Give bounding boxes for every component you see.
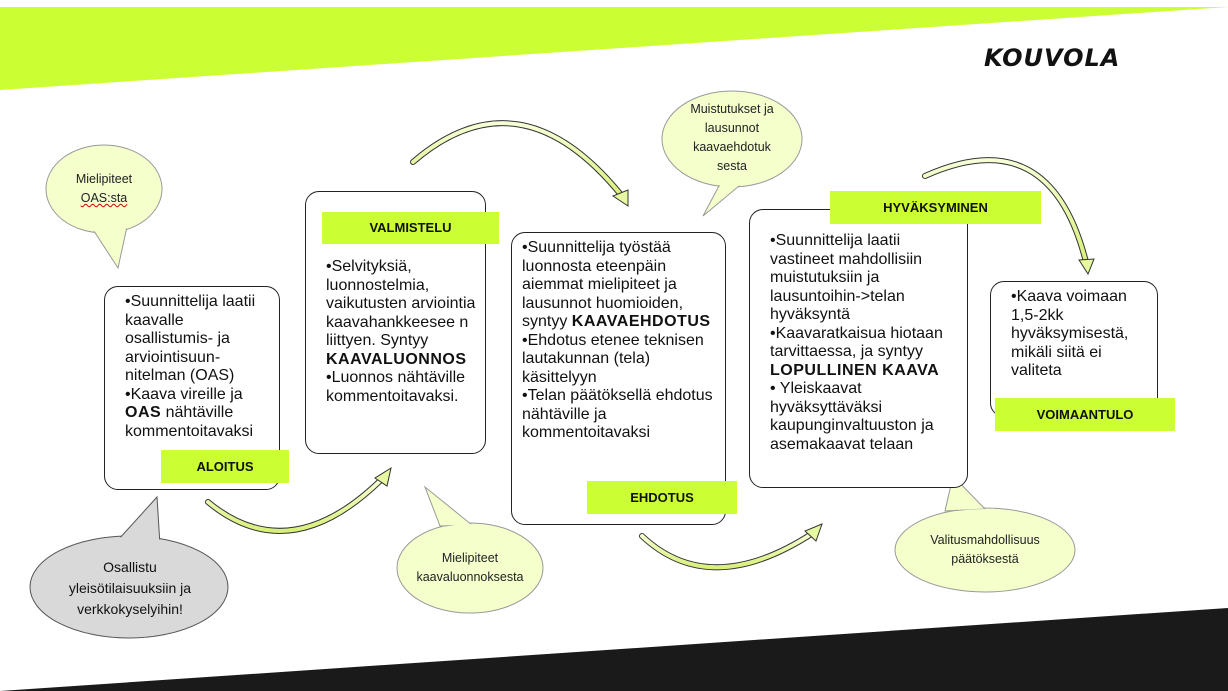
bullet-highlight: LOPULLINEN KAAVA <box>770 361 940 379</box>
bullet-text: Luonnos nähtäville kommentoitavaksi. <box>326 369 466 405</box>
bullet-item <box>522 387 721 443</box>
bubble-luonnos-text: Mielipiteet kaavaluonnoksesta <box>416 551 524 584</box>
bubble-valitus-text: Valitusmahdollisuus päätöksestä <box>930 533 1040 566</box>
stage-label-aloitus: ALOITUS <box>161 450 289 483</box>
bubble-osallistu <box>50 552 210 624</box>
stage-label-ehdotus: EHDOTUS <box>587 481 737 514</box>
bubble-mielipiteet-oas <box>56 160 152 218</box>
bullet-item <box>326 258 481 369</box>
bullet-text: Kaavaratkaisua hiotaan tarvittaessa, ja syntyy <box>770 324 943 360</box>
bubble-mielipiteet-luonnos <box>404 545 536 591</box>
bubble-oas-line1: Mielipiteet <box>75 172 133 186</box>
bullet-text: Yleiskaavat hyväksyttäväksi kaupunginvaltuuston ja asemakaavat telaan <box>770 380 934 453</box>
bullet-highlight: OAS <box>125 404 162 421</box>
stage-label-valmistelu: VALMISTELU <box>322 212 499 244</box>
bullet-text: Suunnittelija laatii vastineet mahdollisiin muistutuksiin ja lausuntoihin->telan hyväksyntä <box>770 232 923 323</box>
kouvola-logo: KOUVOLA <box>984 44 1121 72</box>
arrow-valmistelu-ehdotus <box>413 123 622 196</box>
bullet-text: Kaava vireille ja <box>130 385 243 403</box>
bullet-text: Suunnittelija työstää luonnosta eteenpäin aiemmat mielipiteet ja lausunnot huomioiden, syntyy <box>522 239 684 330</box>
bullet-item <box>522 332 721 388</box>
bubble-muistutukset <box>682 98 782 178</box>
bullet-item <box>1011 288 1153 381</box>
stage-box-voimaantulo <box>990 281 1158 417</box>
bullet-item <box>125 293 275 386</box>
stage-ehdotus-list <box>522 239 721 443</box>
bullet-item <box>770 325 963 381</box>
bubble-muistutukset-text: Muistutukset ja lausunnot kaavaehdotuk sesta <box>690 102 774 173</box>
bullet-item <box>770 232 963 325</box>
bubble-osallistu-text: Osallistu yleisötilaisuuksiin ja verkkokyselyihin! <box>68 558 192 617</box>
bullet-text: nähtäville kommentoitavaksi <box>125 404 254 440</box>
bullet-text: Telan päätöksellä ehdotus nähtäville ja kommentoitavaksi <box>522 387 713 441</box>
bubble-valitus <box>915 528 1055 572</box>
bullet-item <box>522 239 721 332</box>
bullet-item <box>770 380 963 454</box>
bullet-highlight: KAAVALUONNOS <box>326 350 467 368</box>
stage-box-hyvaksyminen <box>749 209 968 488</box>
bullet-item <box>125 386 275 442</box>
stage-aloitus-list <box>125 293 275 441</box>
bullet-text: Ehdotus etenee teknisen lautakunnan (tela) käsittelyyn <box>522 331 704 386</box>
bullet-text: Suunnittelija laatii kaavalle osallistumis- ja arviointisuun-nitelman (OAS) <box>125 293 256 384</box>
stage-label-hyvaksyminen: HYVÄKSYMINEN <box>830 191 1041 224</box>
bullet-highlight: KAAVAEHDOTUS <box>571 313 711 330</box>
bullet-text: Selvityksiä, luonnostelmia, vaikutusten arviointia kaavahankkeesee n liittyen. Syntyy <box>326 258 476 349</box>
stage-valmistelu-list <box>326 258 481 406</box>
stage-voimaantulo-list <box>1011 288 1153 381</box>
bullet-item <box>326 369 481 406</box>
stage-label-voimaantulo: VOIMAANTULO <box>995 398 1175 431</box>
stage-hyvaksyminen-list <box>770 232 963 454</box>
bullet-text: Kaava voimaan 1,5-2kk hyväksymisestä, mikäli siitä ei valiteta <box>1011 288 1129 379</box>
bubble-oas-line2: OAS:sta <box>80 191 128 205</box>
